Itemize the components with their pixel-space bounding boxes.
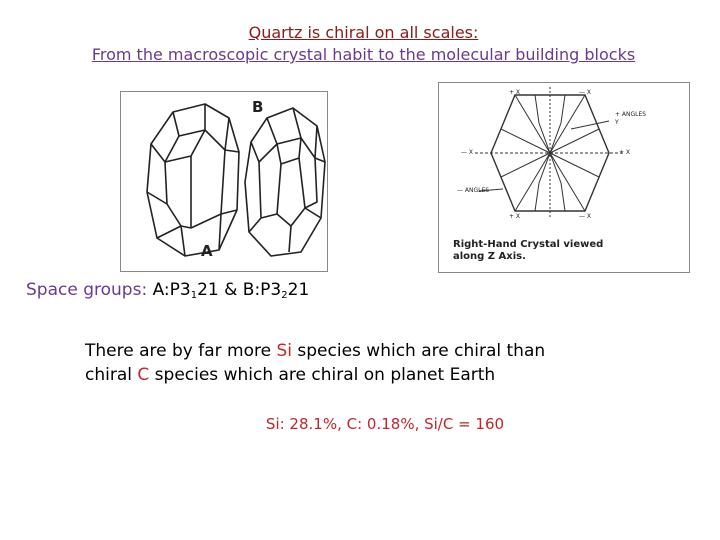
paragraph-c: C (137, 365, 150, 385)
paragraph-text-3: chiral (85, 365, 138, 385)
space-groups-label: Space groups: (26, 280, 148, 300)
crystal-label-a: A (201, 242, 213, 260)
crystal-habit-image (120, 91, 328, 272)
space-group-b-suffix: 21 (287, 280, 310, 300)
paragraph-line-2 (85, 363, 545, 387)
axis-label-y: Y (615, 119, 619, 126)
space-groups-line (26, 280, 309, 300)
title-line-1: Quartz is chiral on all scales: (248, 23, 479, 42)
axes-caption-line-2: along Z Axis. (453, 251, 526, 262)
space-group-b-subscript: 2 (281, 290, 288, 301)
axis-label-top-left: + X (509, 89, 521, 96)
paragraph-si: Si (276, 341, 292, 361)
axis-label-bottom-left: + X (509, 213, 521, 220)
axis-label-right: + X (619, 149, 631, 156)
paragraph-line-1 (85, 339, 545, 363)
crystal-label-b: B (252, 98, 264, 116)
axes-caption (453, 239, 603, 263)
crystal-drawings (121, 92, 327, 271)
paragraph-text-4: species which are chiral on planet Earth (149, 365, 496, 385)
axis-label-angles-neg: — ANGLES (457, 187, 490, 194)
axes-diagram-image (438, 82, 690, 273)
axis-label-angles-pos: + ANGLES (615, 111, 647, 118)
space-group-a-prefix: A:P3 (152, 280, 191, 300)
axes-caption-line-1: Right-Hand Crystal viewed (453, 239, 604, 250)
abundance-ratio: Si: 28.1%, C: 0.18%, Si/C = 160 (265, 415, 505, 433)
axis-label-left: — X (461, 149, 474, 156)
space-group-a-suffix: 21 & B:P3 (197, 280, 282, 300)
paragraph-text-1: There are by far more (85, 341, 277, 361)
space-group-a-subscript: 1 (190, 290, 198, 301)
axis-label-top-right: — X (579, 89, 592, 96)
axis-label-bottom-right: — X (579, 213, 592, 220)
chirality-paragraph (85, 339, 545, 387)
paragraph-text-2: species which are chiral than (292, 341, 546, 361)
title-line-2: From the macroscopic crystal habit to the molecular building blocks (91, 45, 636, 64)
